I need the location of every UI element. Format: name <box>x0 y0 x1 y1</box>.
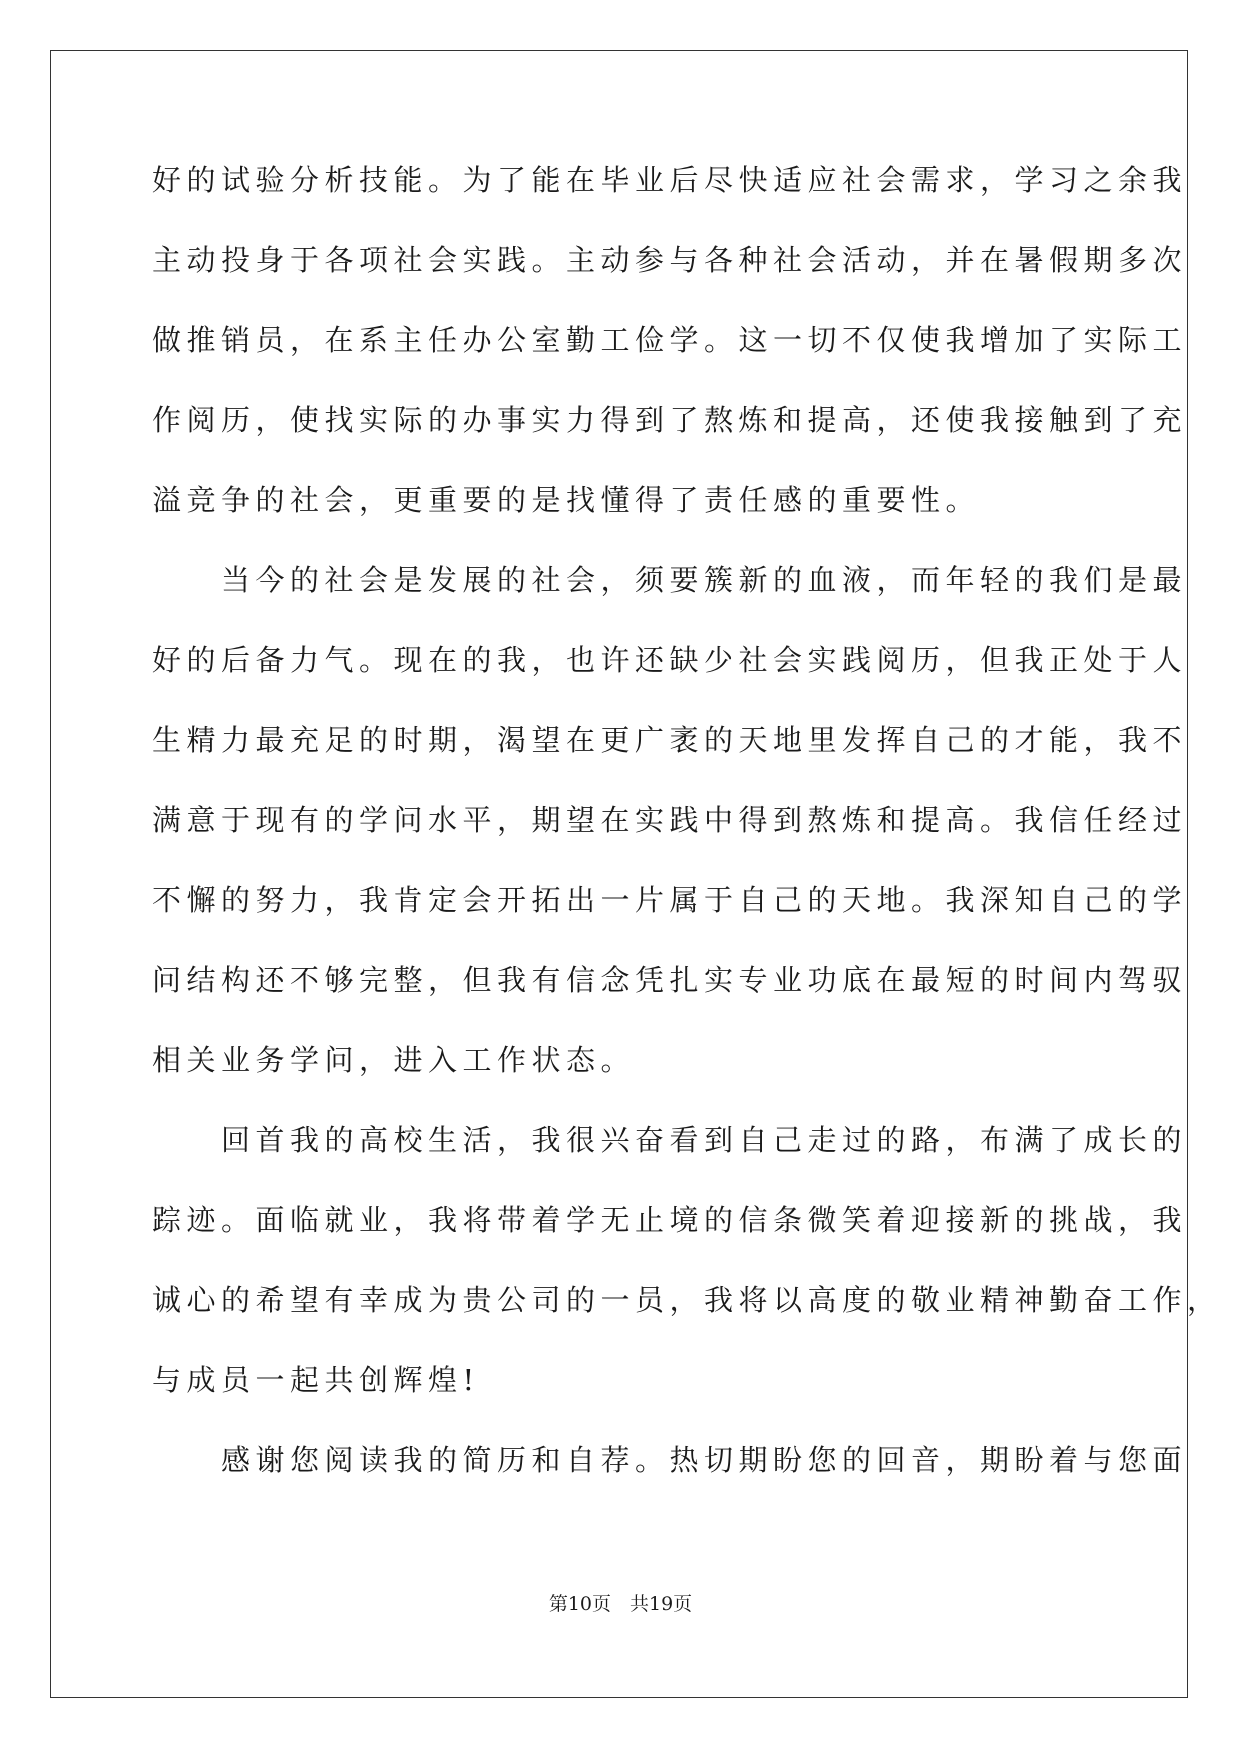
text-line: 感谢您阅读我的简历和自荐。热切期盼您的回音，期盼着与您面 <box>152 1443 1188 1477</box>
text-line: 回首我的高校生活，我很兴奋看到自己走过的路，布满了成长的 <box>152 1123 1188 1157</box>
text-line: 满意于现有的学问水平，期望在实践中得到熬炼和提高。我信任经过 <box>152 803 1188 837</box>
text-line: 诚心的希望有幸成为贵公司的一员，我将以高度的敬业精神勤奋工作， <box>152 1283 1222 1317</box>
text-line: 溢竞争的社会，更重要的是找懂得了责任感的重要性。 <box>152 483 981 517</box>
text-line: 生精力最充足的时期，渴望在更广袤的天地里发挥自己的才能，我不 <box>152 723 1188 757</box>
text-line: 做推销员，在系主任办公室勤工俭学。这一切不仅使我增加了实际工 <box>152 323 1188 357</box>
text-line: 好的后备力气。现在的我，也许还缺少社会实践阅历，但我正处于人 <box>152 643 1188 677</box>
text-line: 与成员一起共创辉煌! <box>152 1363 480 1397</box>
text-line: 问结构还不够完整，但我有信念凭扎实专业功底在最短的时间内驾驭 <box>152 963 1188 997</box>
text-line: 相关业务学问，进入工作状态。 <box>152 1043 636 1077</box>
text-line: 好的试验分析技能。为了能在毕业后尽快适应社会需求，学习之余我 <box>152 163 1188 197</box>
text-line: 作阅历，使找实际的办事实力得到了熬炼和提高，还使我接触到了充 <box>152 403 1188 437</box>
text-line: 踪迹。面临就业，我将带着学无止境的信条微笑着迎接新的挑战，我 <box>152 1203 1188 1237</box>
text-line: 主动投身于各项社会实践。主动参与各种社会活动，并在暑假期多次 <box>152 243 1188 277</box>
text-line: 当今的社会是发展的社会，须要簇新的血液，而年轻的我们是最 <box>152 563 1188 597</box>
text-line: 不懈的努力，我肯定会开拓出一片属于自己的天地。我深知自己的学 <box>152 883 1188 917</box>
page-number: 第10页 共19页 <box>548 1593 693 1615</box>
